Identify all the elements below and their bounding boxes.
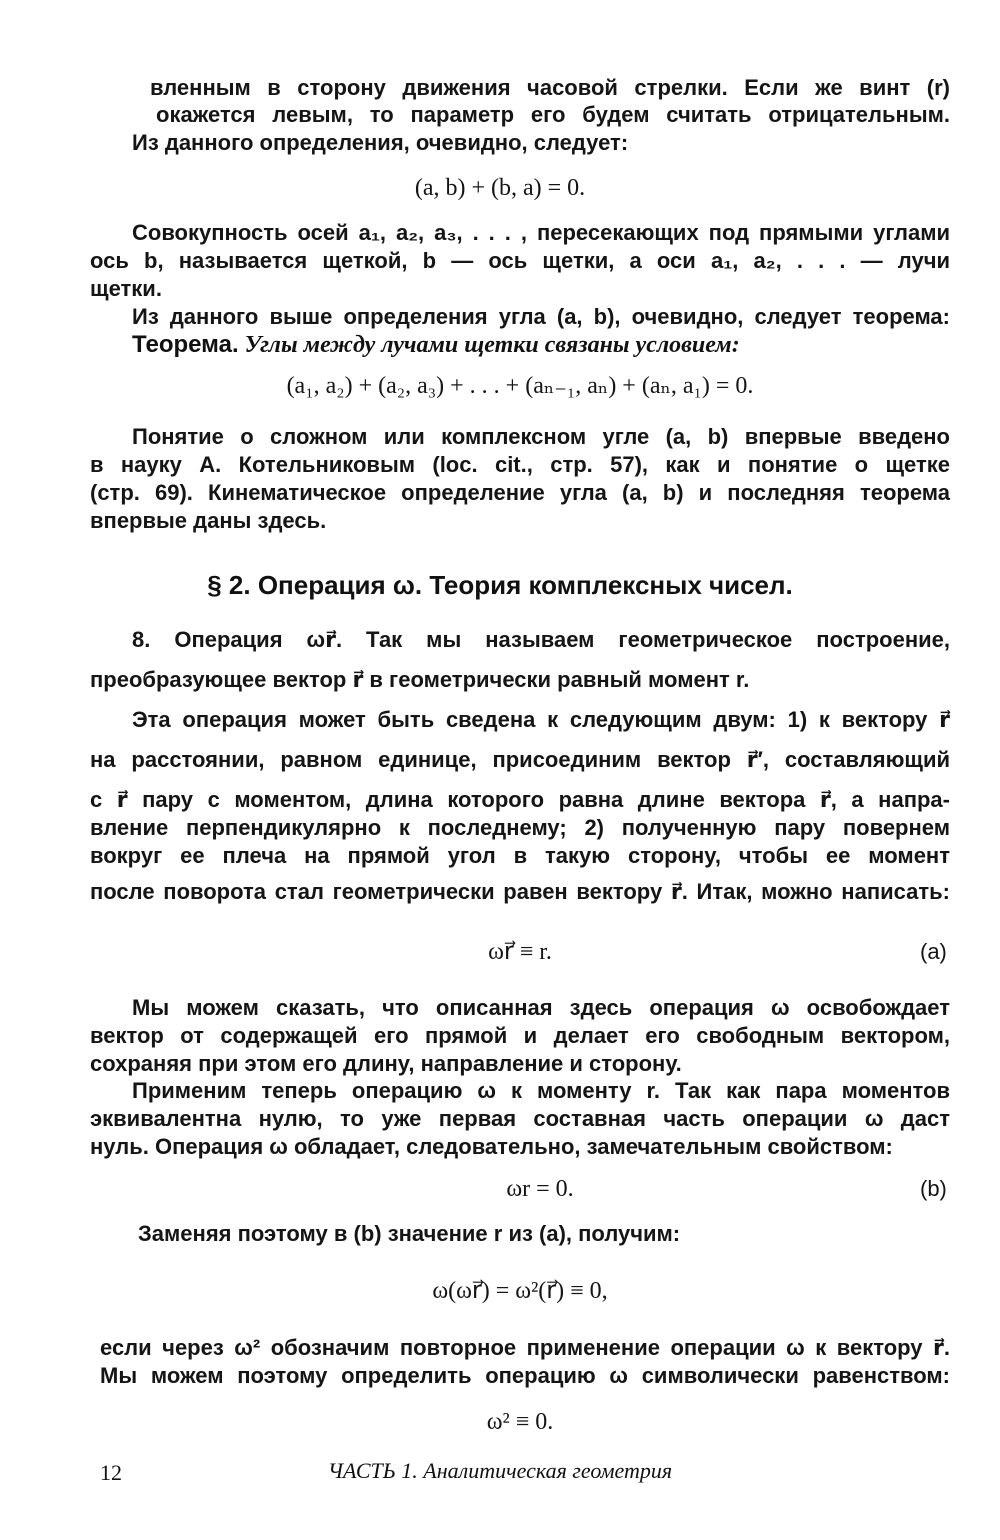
text-line: в науку А. Котельниковым (loc. cit., стр. 57), как и понятие о щетке — [90, 452, 950, 477]
page-number: 12 — [100, 1460, 122, 1485]
text-line: вокруг ее плеча на прямой угол в такую сторону, чтобы ее момент — [90, 843, 950, 868]
text-line: сохраняя при этом его длину, направление и сторону. — [90, 1051, 682, 1076]
theorem-statement — [132, 330, 740, 360]
text-line: Заменяя поэтому в (b) значение r из (a), получим: — [138, 1221, 681, 1246]
formula-omega-squared: ω² ≡ 0. — [486, 1409, 554, 1435]
text-line: Применим теперь операцию ω к моменту r. Так как пара моментов — [132, 1078, 950, 1103]
text-line: Совокупность осей a₁, a₂, a₃, . . . , пересекающих под прямыми углами — [132, 220, 950, 245]
text-line: вленным в сторону движения часовой стрелки. Если же винт (r) — [150, 75, 950, 100]
formula-brush: (a₁, a₂) + (a₂, a₃) + . . . + (aₙ₋₁, aₙ) + (aₙ, a₁) = 0. — [286, 373, 754, 399]
text-line: если через ω² обозначим повторное применение операции ω к вектору r⃗. — [100, 1335, 950, 1360]
text-line: 8. Операция ωr⃗. Так мы называем геометрическое построение, — [132, 627, 950, 652]
formula-omega-squared-r: ω(ωr⃗) = ω²(r⃗) ≡ 0, — [432, 1278, 608, 1304]
text-line: преобразующее вектор r⃗ в геометрически равный момент r. — [90, 667, 750, 692]
text-line: вление перпендикулярно к последнему; 2) полученную пару повернем — [90, 815, 950, 840]
text-line: с r⃗ пару с моментом, длина которого равна длине вектора r⃗, а напра- — [90, 787, 950, 812]
text-line: на расстоянии, равном единице, присоединим вектор r⃗′, составляющий — [90, 747, 950, 772]
text-line: впервые даны здесь. — [90, 508, 327, 533]
equation-label-a: (a) — [920, 939, 947, 964]
text-line: вектор от содержащей его прямой и делает его свободным вектором, — [90, 1023, 950, 1048]
text-line: Мы можем поэтому определить операцию ω символически равенством: — [100, 1363, 950, 1388]
text-line: нуль. Операция ω обладает, следовательно, замечательным свойством: — [90, 1134, 893, 1159]
theorem-text: Углы между лучами щетки связаны условием: — [244, 332, 740, 358]
text-line: Из данного определения, очевидно, следует: — [132, 130, 629, 155]
text-line: Мы можем сказать, что описанная здесь операция ω освобождает — [132, 995, 950, 1020]
text-line: Эта операция может быть сведена к следующим двум: 1) к вектору r⃗ — [132, 707, 950, 732]
text-line: (стр. 69). Кинематическое определение угла (a, b) и последняя теорема — [90, 480, 950, 505]
section-heading: § 2. Операция ω. Теория комплексных чисел. — [207, 570, 793, 600]
theorem-label: Теорема. — [132, 331, 239, 358]
text-line: Понятие о сложном или комплексном угле (a, b) впервые введено — [132, 424, 950, 449]
text-line: после поворота стал геометрически равен вектору r⃗. Итак, можно написать: — [90, 879, 950, 904]
formula-a: ωr⃗ ≡ r. — [488, 939, 552, 965]
text-line: ось b, называется щеткой, b — ось щетки, а оси a₁, a₂, . . . — лучи — [90, 248, 950, 273]
formula-b: ωr = 0. — [506, 1176, 574, 1202]
text-line: щетки. — [90, 276, 162, 301]
text-line: окажется левым, то параметр его будем считать отрицательным. — [156, 102, 950, 127]
equation-label-b: (b) — [920, 1176, 947, 1201]
text-line: эквивалентна нулю, то уже первая составная часть операции ω даст — [90, 1106, 950, 1131]
formula-angle-sum: (a, b) + (b, a) = 0. — [414, 175, 586, 201]
text-line: Из данного выше определения угла (a, b), очевидно, следует теорема: — [132, 304, 950, 329]
running-footer: ЧАСТЬ 1. Аналитическая геометрия — [327, 1458, 673, 1483]
